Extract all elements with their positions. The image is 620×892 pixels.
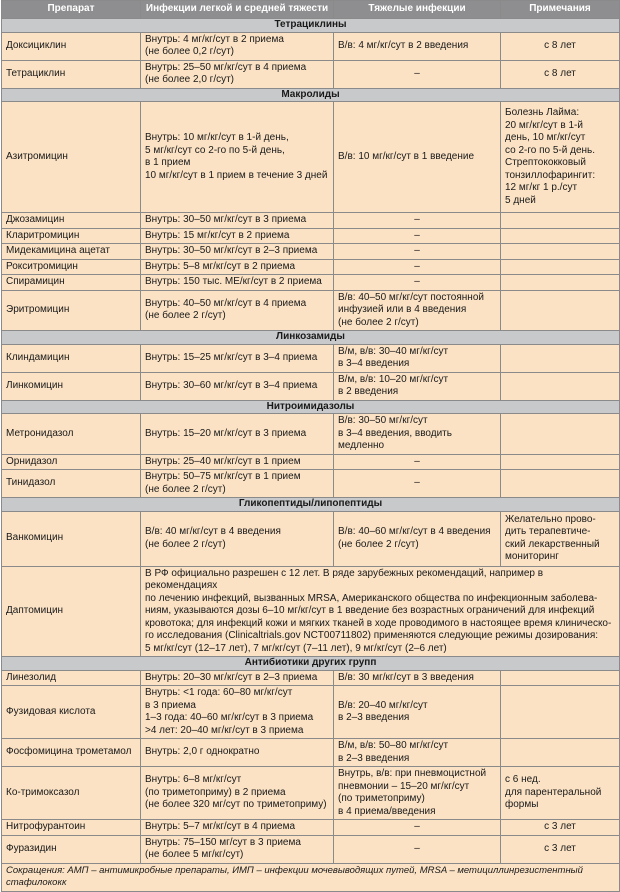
drug-name-cell: Метронидазол <box>2 414 141 455</box>
mild-dosing-cell: Внутрь: 6–8 мг/кг/сут (по триметоприму) в 2 приема (не более 320 мг/сут по триметоприму) <box>141 767 334 820</box>
notes-cell: с 8 лет <box>501 32 620 60</box>
table-row <box>2 372 620 400</box>
severe-dosing-cell: – <box>334 454 501 470</box>
dosage-table-figure <box>1 0 619 892</box>
section-header-row <box>2 498 620 512</box>
mild-dosing-cell: Внутрь: 10 мг/кг/сут в 1-й день, 5 мг/кг/сут со 2-го по 5-й день, в 1 прием 10 мг/кг/сут в 1 прием в течение 3 дней <box>141 102 334 213</box>
mild-dosing-cell: Внутрь: 25–50 мг/кг/сут в 4 приема (не более 2,0 г/сут) <box>141 60 334 88</box>
drug-name-cell: Тетрациклин <box>2 60 141 88</box>
notes-cell <box>501 290 620 331</box>
notes-cell <box>501 228 620 244</box>
notes-cell <box>501 259 620 275</box>
header-notes: Примечания <box>501 1 620 19</box>
notes-cell <box>501 275 620 291</box>
severe-dosing-cell: В/в: 40–60 мг/кг/сут в 4 введения (не более 2 г/сут) <box>334 511 501 566</box>
section-header-row <box>2 19 620 33</box>
table-row <box>2 414 620 455</box>
severe-dosing-cell: – <box>334 835 501 863</box>
mild-dosing-cell: Внутрь: 25–40 мг/кг/сут в 1 прием <box>141 454 334 470</box>
notes-cell: с 3 лет <box>501 835 620 863</box>
severe-dosing-cell: – <box>334 244 501 260</box>
severe-dosing-cell: – <box>334 275 501 291</box>
notes-cell <box>501 670 620 686</box>
mild-dosing-cell: Внутрь: 20–30 мг/кг/сут в 2–3 приема <box>141 670 334 686</box>
drug-name-cell: Линезолид <box>2 670 141 686</box>
severe-dosing-cell: В/м, в/в: 50–80 мг/кг/сут в 2–3 введения <box>334 739 501 767</box>
severe-dosing-cell: Внутрь, в/в: при пневмоцистной пневмонии – 15–20 мг/кг/сут (по триметоприму) в 4 приема/введения <box>334 767 501 820</box>
notes-cell: с 8 лет <box>501 60 620 88</box>
table-row <box>2 60 620 88</box>
severe-dosing-cell: – <box>334 259 501 275</box>
notes-cell <box>501 414 620 455</box>
table-row <box>2 470 620 498</box>
mild-dosing-cell: Внутрь: 150 тыс. МЕ/кг/сут в 2 приема <box>141 275 334 291</box>
severe-dosing-cell: В/в: 20–40 мг/кг/сут в 2–3 введения <box>334 686 501 739</box>
section-title: Антибиотики других групп <box>2 657 620 671</box>
mild-dosing-cell: Внутрь: <1 года: 60–80 мг/кг/сут в 3 приема 1–3 года: 40–60 мг/кг/сут в 3 приема >4 лет: 20–40 мг/кг/сут в 3 приема <box>141 686 334 739</box>
mild-dosing-cell: Внутрь: 5–7 мг/кг/сут в 4 приема <box>141 820 334 836</box>
drug-name-cell: Рокситромицин <box>2 259 141 275</box>
mild-dosing-cell: Внутрь: 15–25 мг/кг/сут в 3–4 приема <box>141 344 334 372</box>
drug-name-cell: Фузидовая кислота <box>2 686 141 739</box>
section-title: Нитроимидазолы <box>2 400 620 414</box>
header-mild: Инфекции легкой и средней тяжести <box>141 1 334 19</box>
table-row <box>2 767 620 820</box>
table-row <box>2 275 620 291</box>
severe-dosing-cell: В/в: 4 мг/кг/сут в 2 введения <box>334 32 501 60</box>
mild-dosing-cell: Внутрь: 30–50 мг/кг/сут в 2–3 приема <box>141 244 334 260</box>
notes-cell: с 3 лет <box>501 820 620 836</box>
footnote-row <box>2 863 620 891</box>
footnote: Сокращения: АМП – антимикробные препараты, ИМП – инфекции мочевыводящих путей, MRSA – метициллинрезистентный стафилококк <box>2 863 620 891</box>
table-row <box>2 213 620 229</box>
table-row <box>2 686 620 739</box>
table-row <box>2 820 620 836</box>
notes-cell <box>501 244 620 260</box>
notes-cell: с 6 нед. для парентеральной формы <box>501 767 620 820</box>
section-header-row <box>2 400 620 414</box>
header-drug: Препарат <box>2 1 141 19</box>
notes-cell: Желательно прово- дить терапевтиче- ский лекарственный мониторинг <box>501 511 620 566</box>
drug-name-cell: Орнидазол <box>2 454 141 470</box>
severe-dosing-cell: – <box>334 60 501 88</box>
table-row <box>2 511 620 566</box>
header-severe: Тяжелые инфекции <box>334 1 501 19</box>
severe-dosing-cell: – <box>334 228 501 244</box>
mild-dosing-cell: Внутрь: 15–20 мг/кг/сут в 3 приема <box>141 414 334 455</box>
severe-dosing-cell: В/в: 10 мг/кг/сут в 1 введение <box>334 102 501 213</box>
mild-dosing-cell: Внутрь: 4 мг/кг/сут в 2 приема (не более 0,2 г/сут) <box>141 32 334 60</box>
drug-name-cell: Джозамицин <box>2 213 141 229</box>
drug-name-cell: Азитромицин <box>2 102 141 213</box>
table-body <box>2 19 620 892</box>
notes-cell <box>501 739 620 767</box>
table-row <box>2 344 620 372</box>
drug-name-cell: Линкомицин <box>2 372 141 400</box>
mild-dosing-cell: Внутрь: 50–75 мг/кг/сут в 1 прием (не более 2 г/сут) <box>141 470 334 498</box>
drug-name-cell: Фуразидин <box>2 835 141 863</box>
section-header-row <box>2 331 620 345</box>
table-row <box>2 32 620 60</box>
severe-dosing-cell: В/м, в/в: 30–40 мг/кг/сут в 3–4 введения <box>334 344 501 372</box>
mild-dosing-cell: Внутрь: 2,0 г однократно <box>141 739 334 767</box>
notes-cell <box>501 454 620 470</box>
drug-name-cell: Доксициклин <box>2 32 141 60</box>
header-row <box>2 1 620 19</box>
severe-dosing-cell: – <box>334 213 501 229</box>
drug-name-cell: Кларитромицин <box>2 228 141 244</box>
drug-name-cell: Ванкомицин <box>2 511 141 566</box>
notes-cell <box>501 372 620 400</box>
table-row <box>2 290 620 331</box>
drug-name-cell: Спирамицин <box>2 275 141 291</box>
mild-dosing-cell: Внутрь: 40–50 мг/кг/сут в 4 приема (не более 2 г/сут) <box>141 290 334 331</box>
mild-dosing-cell: Внутрь: 5–8 мг/кг/сут в 2 приема <box>141 259 334 275</box>
drug-name-cell: Нитрофурантоин <box>2 820 141 836</box>
mild-dosing-cell: Внутрь: 30–50 мг/кг/сут в 3 приема <box>141 213 334 229</box>
drug-name-cell: Мидекамицина ацетат <box>2 244 141 260</box>
severe-dosing-cell: В/в: 30–50 мг/кг/сут в 3–4 введения, вводить медленно <box>334 414 501 455</box>
notes-cell <box>501 686 620 739</box>
mild-dosing-cell: Внутрь: 15 мг/кг/сут в 2 приема <box>141 228 334 244</box>
drug-name-cell: Ко-тримоксазол <box>2 767 141 820</box>
mild-dosing-cell: В/в: 40 мг/кг/сут в 4 введения (не более 2 г/сут) <box>141 511 334 566</box>
dosage-table <box>1 0 620 892</box>
table-row <box>2 454 620 470</box>
drug-name-cell: Даптомицин <box>2 566 141 657</box>
table-row <box>2 739 620 767</box>
notes-cell: Болезнь Лайма: 20 мг/кг/сут в 1-й день, 10 мг/кг/сут со 2-го по 5-й день. Стрептококковый тонзиллофарингит: 12 мг/кг 1 р./сут 5 дней <box>501 102 620 213</box>
section-header-row <box>2 657 620 671</box>
notes-cell <box>501 344 620 372</box>
section-title: Линкозамиды <box>2 331 620 345</box>
notes-cell <box>501 470 620 498</box>
daptomycin-note-cell: В РФ официально разрешен с 12 лет. В ряде зарубежных рекомендаций, например в рекомендациях по лечению инфекций, вызванных MRSA, Американского общества по инфекционным заболева- ниям, указываются дозы 6–10 мг/кг/сут в 1 введение без возрастных ограничений для инфекций кровотока; для инфекций кожи и мягких тканей в ходе проводимого в настоящее время клиническо- го исследования (Clinicaltrials.gov NCT00711802) применяются следующие режимы дозирования: 5 мг/кг/сут (12–17 лет), 7 мг/кг/сут (7–11 лет), 9 мг/кг/сут (2–6 лет) <box>141 566 620 657</box>
section-title: Гликопептиды/липопептиды <box>2 498 620 512</box>
drug-name-cell: Эритромицин <box>2 290 141 331</box>
table-row <box>2 566 620 657</box>
section-title: Макролиды <box>2 88 620 102</box>
drug-name-cell: Тинидазол <box>2 470 141 498</box>
notes-cell <box>501 213 620 229</box>
table-row <box>2 670 620 686</box>
severe-dosing-cell: В/в: 40–50 мг/кг/сут постоянной инфузией или в 4 введения (не более 2 г/сут) <box>334 290 501 331</box>
severe-dosing-cell: В/м, в/в: 10–20 мг/кг/сут в 2 введения <box>334 372 501 400</box>
severe-dosing-cell: – <box>334 470 501 498</box>
severe-dosing-cell: – <box>334 820 501 836</box>
drug-name-cell: Клиндамицин <box>2 344 141 372</box>
severe-dosing-cell: В/в: 30 мг/кг/сут в 3 введения <box>334 670 501 686</box>
section-header-row <box>2 88 620 102</box>
table-row <box>2 259 620 275</box>
mild-dosing-cell: Внутрь: 30–60 мг/кг/сут в 3–4 приема <box>141 372 334 400</box>
table-row <box>2 244 620 260</box>
table-row <box>2 835 620 863</box>
drug-name-cell: Фосфомицина трометамол <box>2 739 141 767</box>
section-title: Тетрациклины <box>2 19 620 33</box>
table-row <box>2 102 620 213</box>
mild-dosing-cell: Внутрь: 75–150 мг/сут в 3 приема (не более 5 мг/кг/сут) <box>141 835 334 863</box>
table-row <box>2 228 620 244</box>
